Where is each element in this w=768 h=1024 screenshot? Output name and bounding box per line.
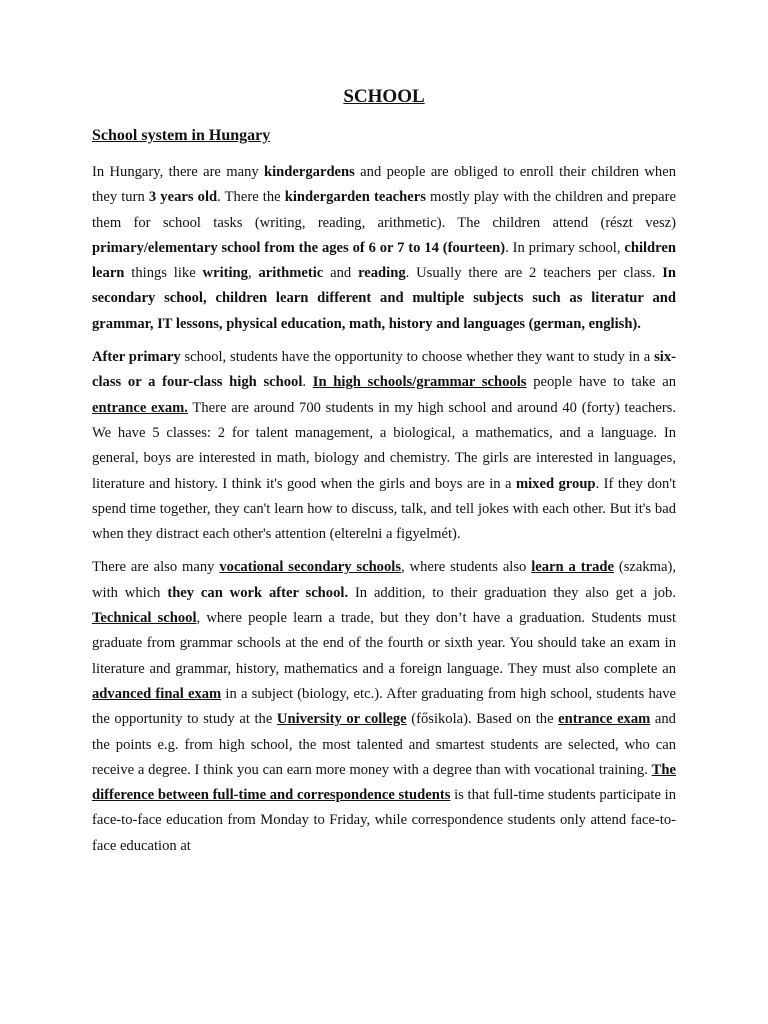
- emphasized-text: learn a trade: [531, 559, 614, 576]
- text-run: There are around 700 students in my high school and around 40 (forty) teachers. We have 5 classes: 2 for talent management, a biological, a mathematics, and a language. In general, boys are interested in math, biology and chemistry. The girls are interested in languages, literature and history. I think it's good when the girls and boys are in a: [92, 399, 677, 492]
- emphasized-text: The difference between full-time and correspondence students: [92, 761, 676, 804]
- emphasized-text: 3 years old: [148, 189, 218, 206]
- page-title: SCHOOL: [343, 86, 425, 107]
- emphasized-text: reading: [358, 265, 406, 282]
- text-run: in a subject (biology, etc.). After graduating from high school, students have the opportunity to study at the: [92, 685, 676, 728]
- text-run: and people are obliged to enroll their children when they turn: [92, 164, 676, 206]
- paragraph-3: [92, 555, 676, 859]
- emphasized-text: vocational secondary schools: [219, 559, 402, 576]
- text-run: people have to take an: [526, 374, 676, 391]
- emphasized-text: six-class or a four-class high school: [92, 349, 676, 391]
- emphasized-text: they can work after school.: [167, 584, 349, 601]
- emphasized-text: arithmetic: [258, 265, 324, 282]
- text-run: (fősikola). Based on the: [406, 711, 559, 728]
- text-run: things like: [124, 265, 203, 282]
- emphasized-text: advanced final exam: [92, 685, 222, 702]
- text-run: mostly play with the children and prepare them for school tasks (writing, reading, arithmetic). The children attend (részt vesz): [92, 189, 676, 231]
- text-run: school, students have the opportunity to choose whether they want to study in a: [180, 349, 655, 366]
- emphasized-text: entrance exam: [558, 711, 651, 728]
- emphasized-text: After primary: [92, 349, 181, 366]
- text-run: . There the: [217, 189, 285, 206]
- emphasized-text: children learn: [92, 239, 676, 282]
- paragraph-1: [92, 160, 676, 337]
- text-run: .: [302, 374, 313, 391]
- text-run: . In primary school,: [505, 239, 625, 256]
- emphasized-text: Technical school: [92, 610, 197, 627]
- paragraph-2: [92, 345, 676, 547]
- text-run: (szakma), with which: [92, 559, 676, 601]
- text-run: , where people learn a trade, but they don’t have a graduation. Students must graduate from grammar schools at the end of the fourth or sixth year. You should take an exam in literature and grammar, history, mathematics and a foreign language. They must also complete an: [92, 610, 676, 677]
- text-run: . If they don't spend time together, they can't learn how to discuss, talk, and tell jokes with each other. But it's bad when they distract each other's attention (elterelni a figyelmét).: [92, 475, 676, 543]
- text-run: ,: [247, 265, 259, 282]
- emphasized-text: writing: [202, 265, 248, 282]
- text-run: In Hungary, there are many: [92, 164, 265, 180]
- section-heading: School system in Hungary: [92, 127, 271, 144]
- text-run: and: [323, 265, 359, 282]
- emphasized-text: In high schools/grammar schools: [312, 374, 527, 391]
- emphasized-text: University or college: [276, 711, 407, 728]
- emphasized-text: kindergarden teachers: [284, 189, 426, 206]
- text-run: In addition, to their graduation they also get a job.: [348, 584, 676, 601]
- emphasized-text: kindergardens: [264, 164, 355, 180]
- text-run: is that full-time students participate in face-to-face education from Monday to Friday, while correspondence students only attend face-to-face education at: [92, 787, 677, 854]
- emphasized-text: mixed group: [515, 475, 596, 492]
- emphasized-text: entrance exam.: [92, 399, 188, 416]
- emphasized-text: primary/elementary school from the ages of 6 or 7 to 14 (fourteen): [92, 239, 506, 256]
- text-run: , where students also: [401, 559, 532, 576]
- text-run: There are also many: [92, 559, 220, 576]
- text-run: and the points e.g. from high school, the most talented and smartest students are selected, who can receive a degree. I think you can earn more money with a degree than with vocational training.: [92, 711, 676, 778]
- body-text: [92, 160, 676, 859]
- emphasized-text: In secondary school, children learn different and multiple subjects such as literatur and grammar, IT lessons, physical education, math, history and languages (german, english).: [92, 265, 676, 332]
- text-run: . Usually there are 2 teachers per class.: [405, 265, 663, 282]
